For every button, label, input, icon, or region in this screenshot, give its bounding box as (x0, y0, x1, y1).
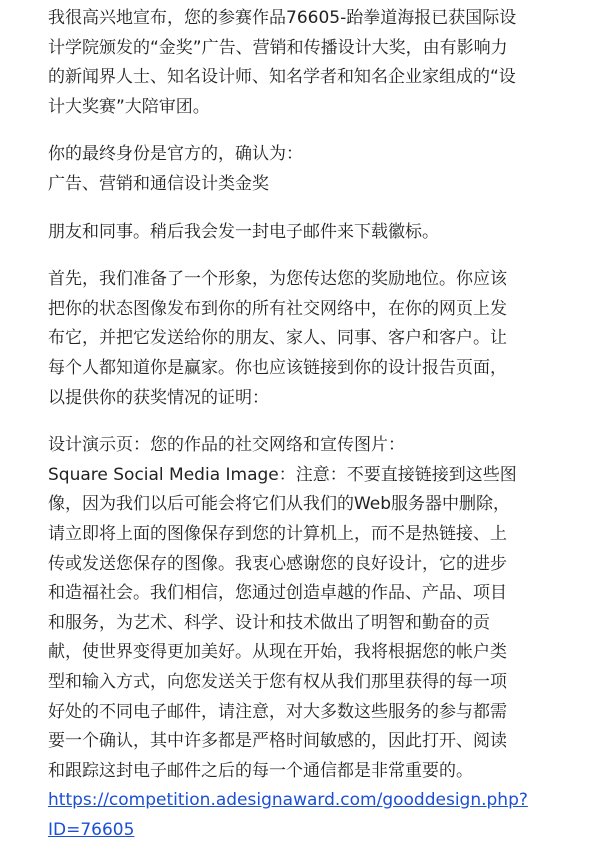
instructions-line-2: 把你的状态图像发布到你的所有社交网络中，在你的网页上发 (48, 299, 507, 319)
details-line-9: 型和输入方式，向您发送关于您有权从我们那里获得的每一项 (48, 672, 507, 692)
details-line-11: 要一个确认，其中许多都是严格时间敏感的，因此打开、阅读 (48, 731, 507, 751)
details-line-6: 和造福社会。我们相信，您通过创造卓越的作品、产品、项目 (48, 583, 507, 603)
logo-download-note: 朋友和同事。稍后我会发一封电子邮件来下载徽标。 (48, 222, 439, 242)
instructions-line-3: 布它，并把它发送给你的朋友、家人、同事、客户和客户。让 (48, 328, 507, 348)
details-line-7: 和服务，为艺术、科学、设计和技术做出了明智和勤奋的贡 (48, 613, 490, 633)
details-line-2: Square Social Media Image：注意：不要直接链接到这些图 (48, 465, 517, 485)
competition-link-line-1[interactable]: https://competition.adesignaward.com/gooddesign.php? (48, 790, 528, 810)
details-line-12: 和跟踪这封电子邮件之后的每一个通信都是非常重要的。 (48, 761, 473, 781)
instructions-line-4: 每个人都知道你是赢家。你也应该链接到你的设计报告页面， (48, 358, 507, 378)
announcement-line-4: 计大奖赛”大陪审团。 (48, 97, 210, 117)
details-line-10: 好处的不同电子邮件，请注意，对大多数这些服务的参与都需 (48, 702, 507, 722)
announcement-line-1: 我很高兴地宣布，您的参赛作品76605-跆拳道海报已获国际设 (48, 8, 517, 28)
instructions-line-1: 首先，我们准备了一个形象，为您传达您的奖励地位。你应该 (48, 269, 507, 289)
announcement-line-2: 计学院颁发的“金奖”广告、营销和传播设计大奖，由有影响力 (48, 38, 508, 58)
details-line-1: 设计演示页：您的作品的社交网络和宣传图片： (48, 435, 405, 455)
instructions-line-5: 以提供你的获奖情况的证明： (48, 388, 269, 408)
details-line-5: 传或发送您保存的图像。我衷心感谢您的良好设计，它的进步 (48, 554, 507, 574)
details-line-4: 请立即将上面的图像保存到您的计算机上，而不是热链接、上 (48, 524, 507, 544)
status-line-1: 你的最终身份是官方的，确认为： (48, 144, 303, 164)
announcement-line-3: 的新闻界人士、知名设计师、知名学者和知名企业家组成的“设 (48, 67, 516, 87)
details-line-8: 献，使世界变得更加美好。从现在开始，我将根据您的帐户类 (48, 642, 507, 662)
status-line-2: 广告、营销和通信设计类金奖 (48, 174, 269, 194)
details-line-3: 像，因为我们以后可能会将它们从我们的Web服务器中删除， (48, 494, 511, 514)
competition-link-line-2[interactable]: ID=76605 (48, 820, 135, 840)
